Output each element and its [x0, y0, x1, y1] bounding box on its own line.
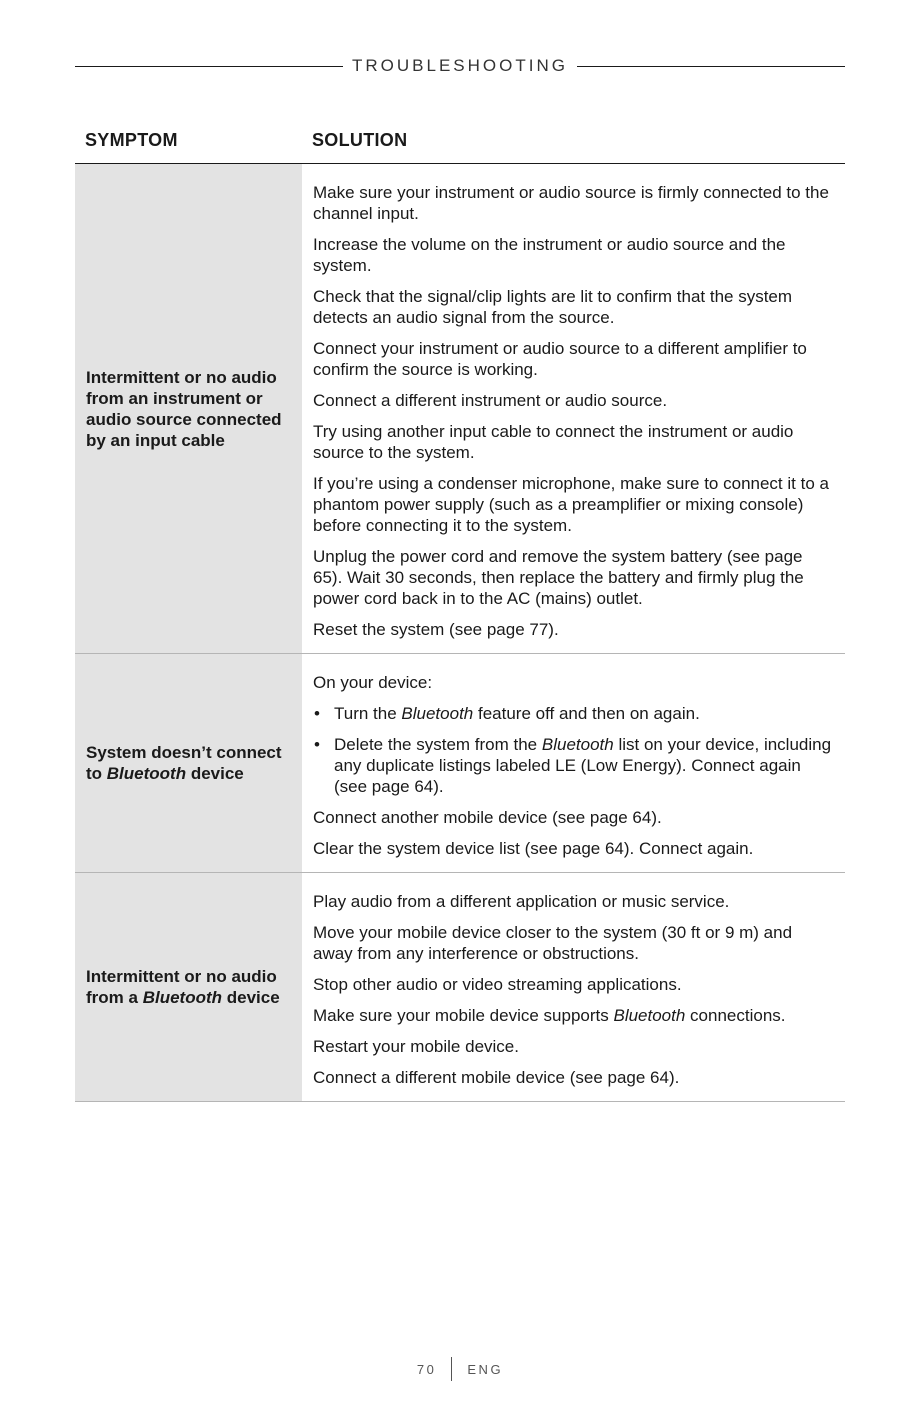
header-rule-right — [577, 66, 845, 67]
solution-cell — [302, 654, 845, 872]
solution-item: Reset the system (see page 77). — [313, 620, 559, 639]
table-row — [75, 164, 845, 654]
solution-item: Make sure your instrument or audio source is firmly connected to the channel input. — [313, 183, 829, 223]
symptom-cell — [75, 873, 302, 1101]
solution-item: Connect a different instrument or audio source. — [313, 391, 668, 410]
table-row — [75, 654, 845, 873]
solution-item: Restart your mobile device. — [313, 1037, 519, 1056]
page-footer — [0, 1357, 920, 1381]
solution-item: Connect another mobile device (see page 64). — [313, 808, 662, 827]
symptom-text: Intermittent or no audio from a Bluetooth device — [86, 967, 280, 1007]
symptom-text: Intermittent or no audio from an instrument or audio source connected by an input cable — [86, 367, 282, 450]
solution-item: Try using another input cable to connect the instrument or audio source to the system. — [313, 422, 794, 462]
solution-item: Make sure your mobile device supports Bluetooth connections. — [313, 1006, 786, 1025]
solution-item: Unplug the power cord and remove the system battery (see page 65). Wait 30 seconds, then replace the battery and firmly plug the power cord back in to the AC (mains) outlet. — [313, 547, 804, 608]
solution-item: If you’re using a condenser microphone, make sure to connect it to a phantom power supply (such as a preamplifier or mixing console) before connecting it to the system. — [313, 474, 829, 535]
symptom-cell — [75, 654, 302, 872]
solution-item: Move your mobile device closer to the system (30 ft or 9 m) and away from any interference or obstructions. — [313, 923, 793, 963]
header-rule-left — [75, 66, 343, 67]
language-label: ENG — [467, 1361, 504, 1377]
solution-intro: On your device: — [313, 673, 433, 692]
symptom-text: System doesn’t connect to Bluetooth device — [86, 743, 282, 783]
solution-item: Stop other audio or video streaming applications. — [313, 975, 682, 994]
table-header — [75, 130, 845, 164]
solution-bullet: • Turn the Bluetooth feature off and then on again. — [313, 703, 835, 724]
footer-divider — [451, 1357, 452, 1381]
solution-item: Clear the system device list (see page 64). Connect again. — [313, 839, 754, 858]
solution-bullet: • Delete the system from the Bluetooth list on your device, including any duplicate listings labeled LE (Low Energy). Connect again (see page 64). — [313, 734, 835, 797]
symptom-cell — [75, 164, 302, 653]
page-header — [75, 54, 845, 78]
solution-item: Connect a different mobile device (see page 64). — [313, 1068, 680, 1087]
column-header-solution: SOLUTION — [312, 130, 408, 150]
solution-item: Increase the volume on the instrument or audio source and the system. — [313, 235, 786, 275]
solution-item: Connect your instrument or audio source to a different amplifier to confirm the source is working. — [313, 339, 807, 379]
solution-bullet-list — [313, 703, 835, 797]
column-header-symptom: SYMPTOM — [85, 130, 178, 150]
page-number: 70 — [416, 1361, 437, 1377]
solution-item: Check that the signal/clip lights are lit to confirm that the system detects an audio signal from the source. — [313, 287, 793, 327]
table-row — [75, 873, 845, 1102]
solution-item: Play audio from a different application or music service. — [313, 892, 730, 911]
solution-cell — [302, 873, 845, 1101]
section-title: TROUBLESHOOTING — [352, 56, 568, 75]
solution-cell — [302, 164, 845, 653]
troubleshooting-table — [75, 130, 845, 1102]
